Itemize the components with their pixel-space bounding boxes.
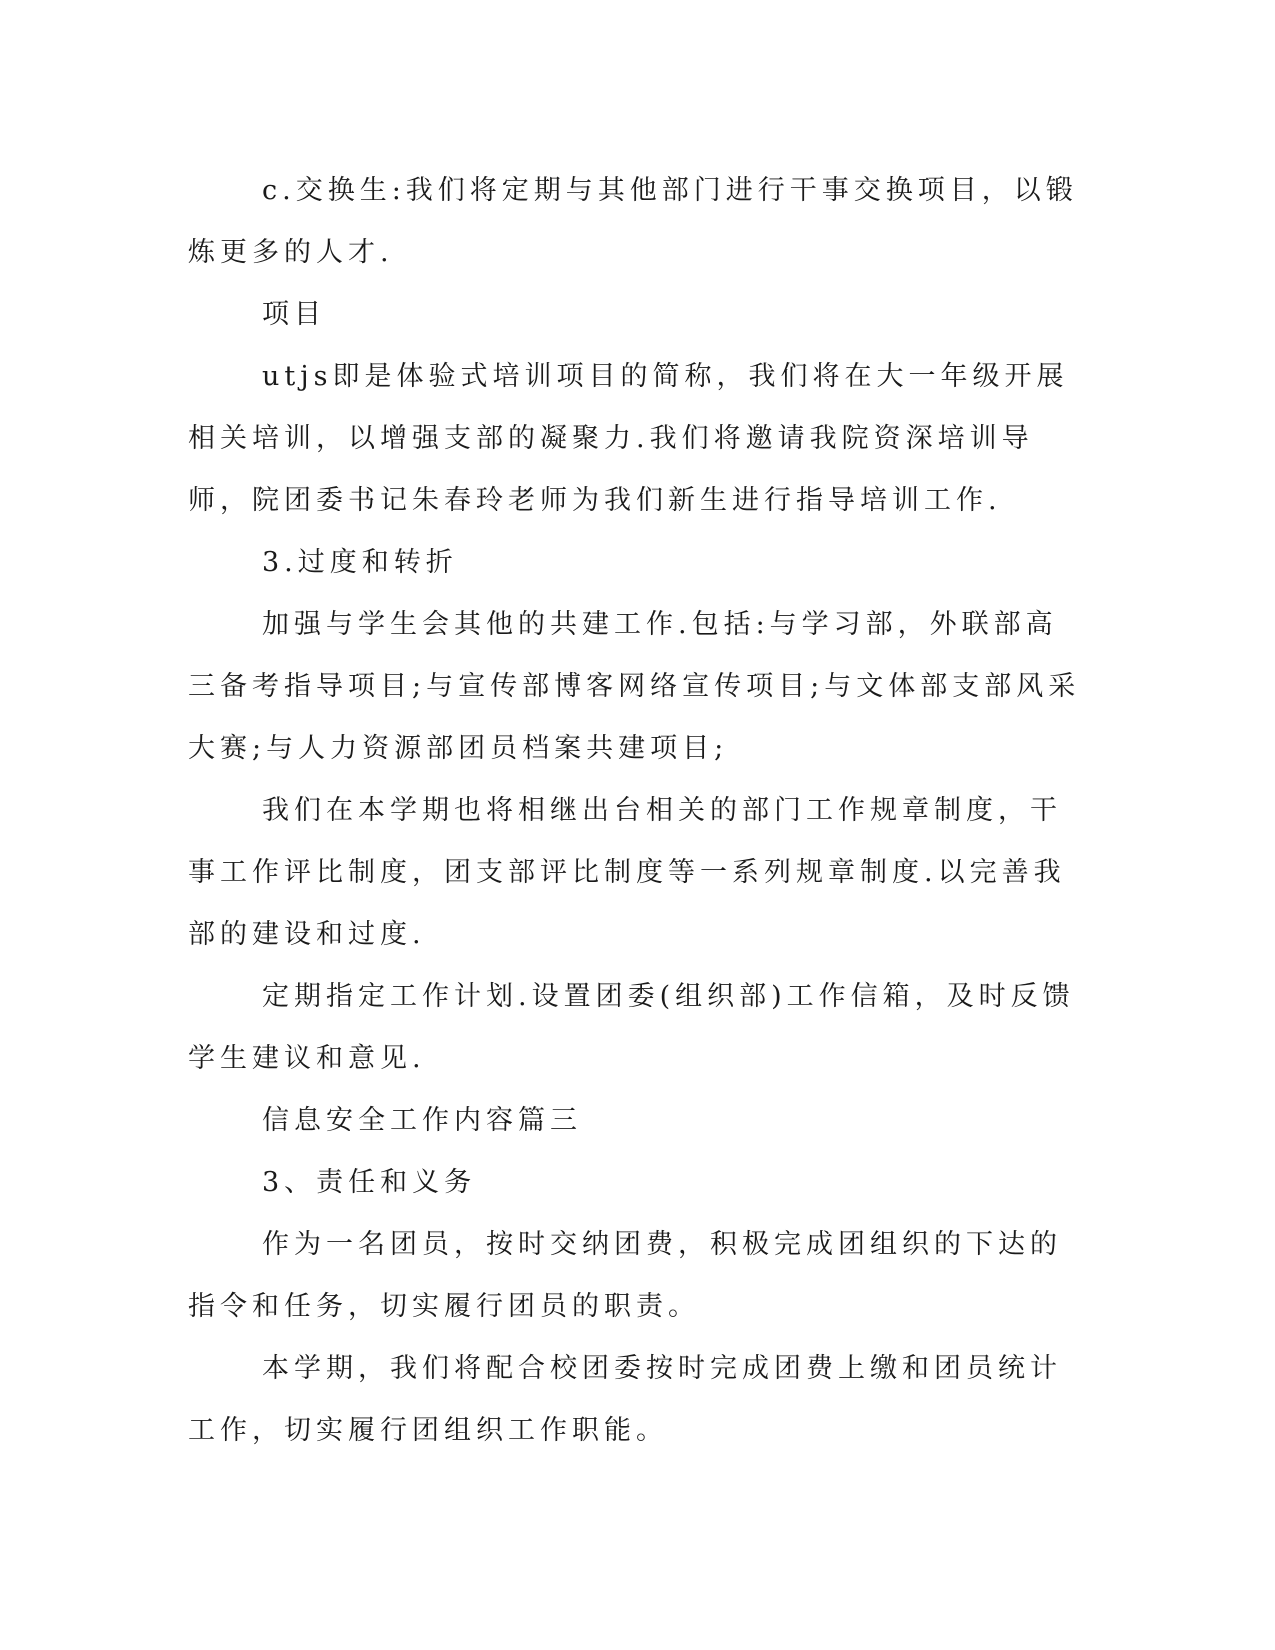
paragraph-utjs-training: utjs即是体验式培训项目的简称，我们将在大一年级开展相关培训，以增强支部的凝聚力.我们将邀请我院资深培训导师，院团委书记朱春玲老师为我们新生进行指导培训工作. [188,361,1069,516]
paragraph-semester-tasks: 本学期，我们将配合校团委按时完成团费上缴和团员统计工作，切实履行团组织工作职能。 [188,1353,1062,1446]
paragraph-member-duties: 作为一名团员，按时交纳团费，积极完成团组织的下达的指令和任务，切实履行团员的职责。 [188,1229,1062,1322]
paragraph-work-plan: 定期指定工作计划.设置团委(组织部)工作信箱，及时反馈学生建议和意见. [188,981,1075,1074]
document-body [188,160,1088,1462]
paragraph-regulations: 我们在本学期也将相继出台相关的部门工作规章制度，干事工作评比制度，团支部评比制度等一系列规章制度.以完善我部的建设和过度. [188,795,1066,950]
paragraph-joint-work: 加强与学生会其他的共建工作.包括:与学习部，外联部高三备考指导项目;与宣传部博客网络宣传项目;与文体部支部风采大赛;与人力资源部团员档案共建项目; [188,609,1081,764]
paragraph-section-three-title: 信息安全工作内容篇三 [262,1105,582,1136]
paragraph-duties-heading: 3、责任和义务 [262,1167,477,1198]
paragraph-exchange-students: c.交换生:我们将定期与其他部门进行干事交换项目，以锻炼更多的人才. [188,175,1078,268]
paragraph-project-heading: 项目 [262,299,326,330]
paragraph-transition-heading: 3.过度和转折 [262,547,458,578]
